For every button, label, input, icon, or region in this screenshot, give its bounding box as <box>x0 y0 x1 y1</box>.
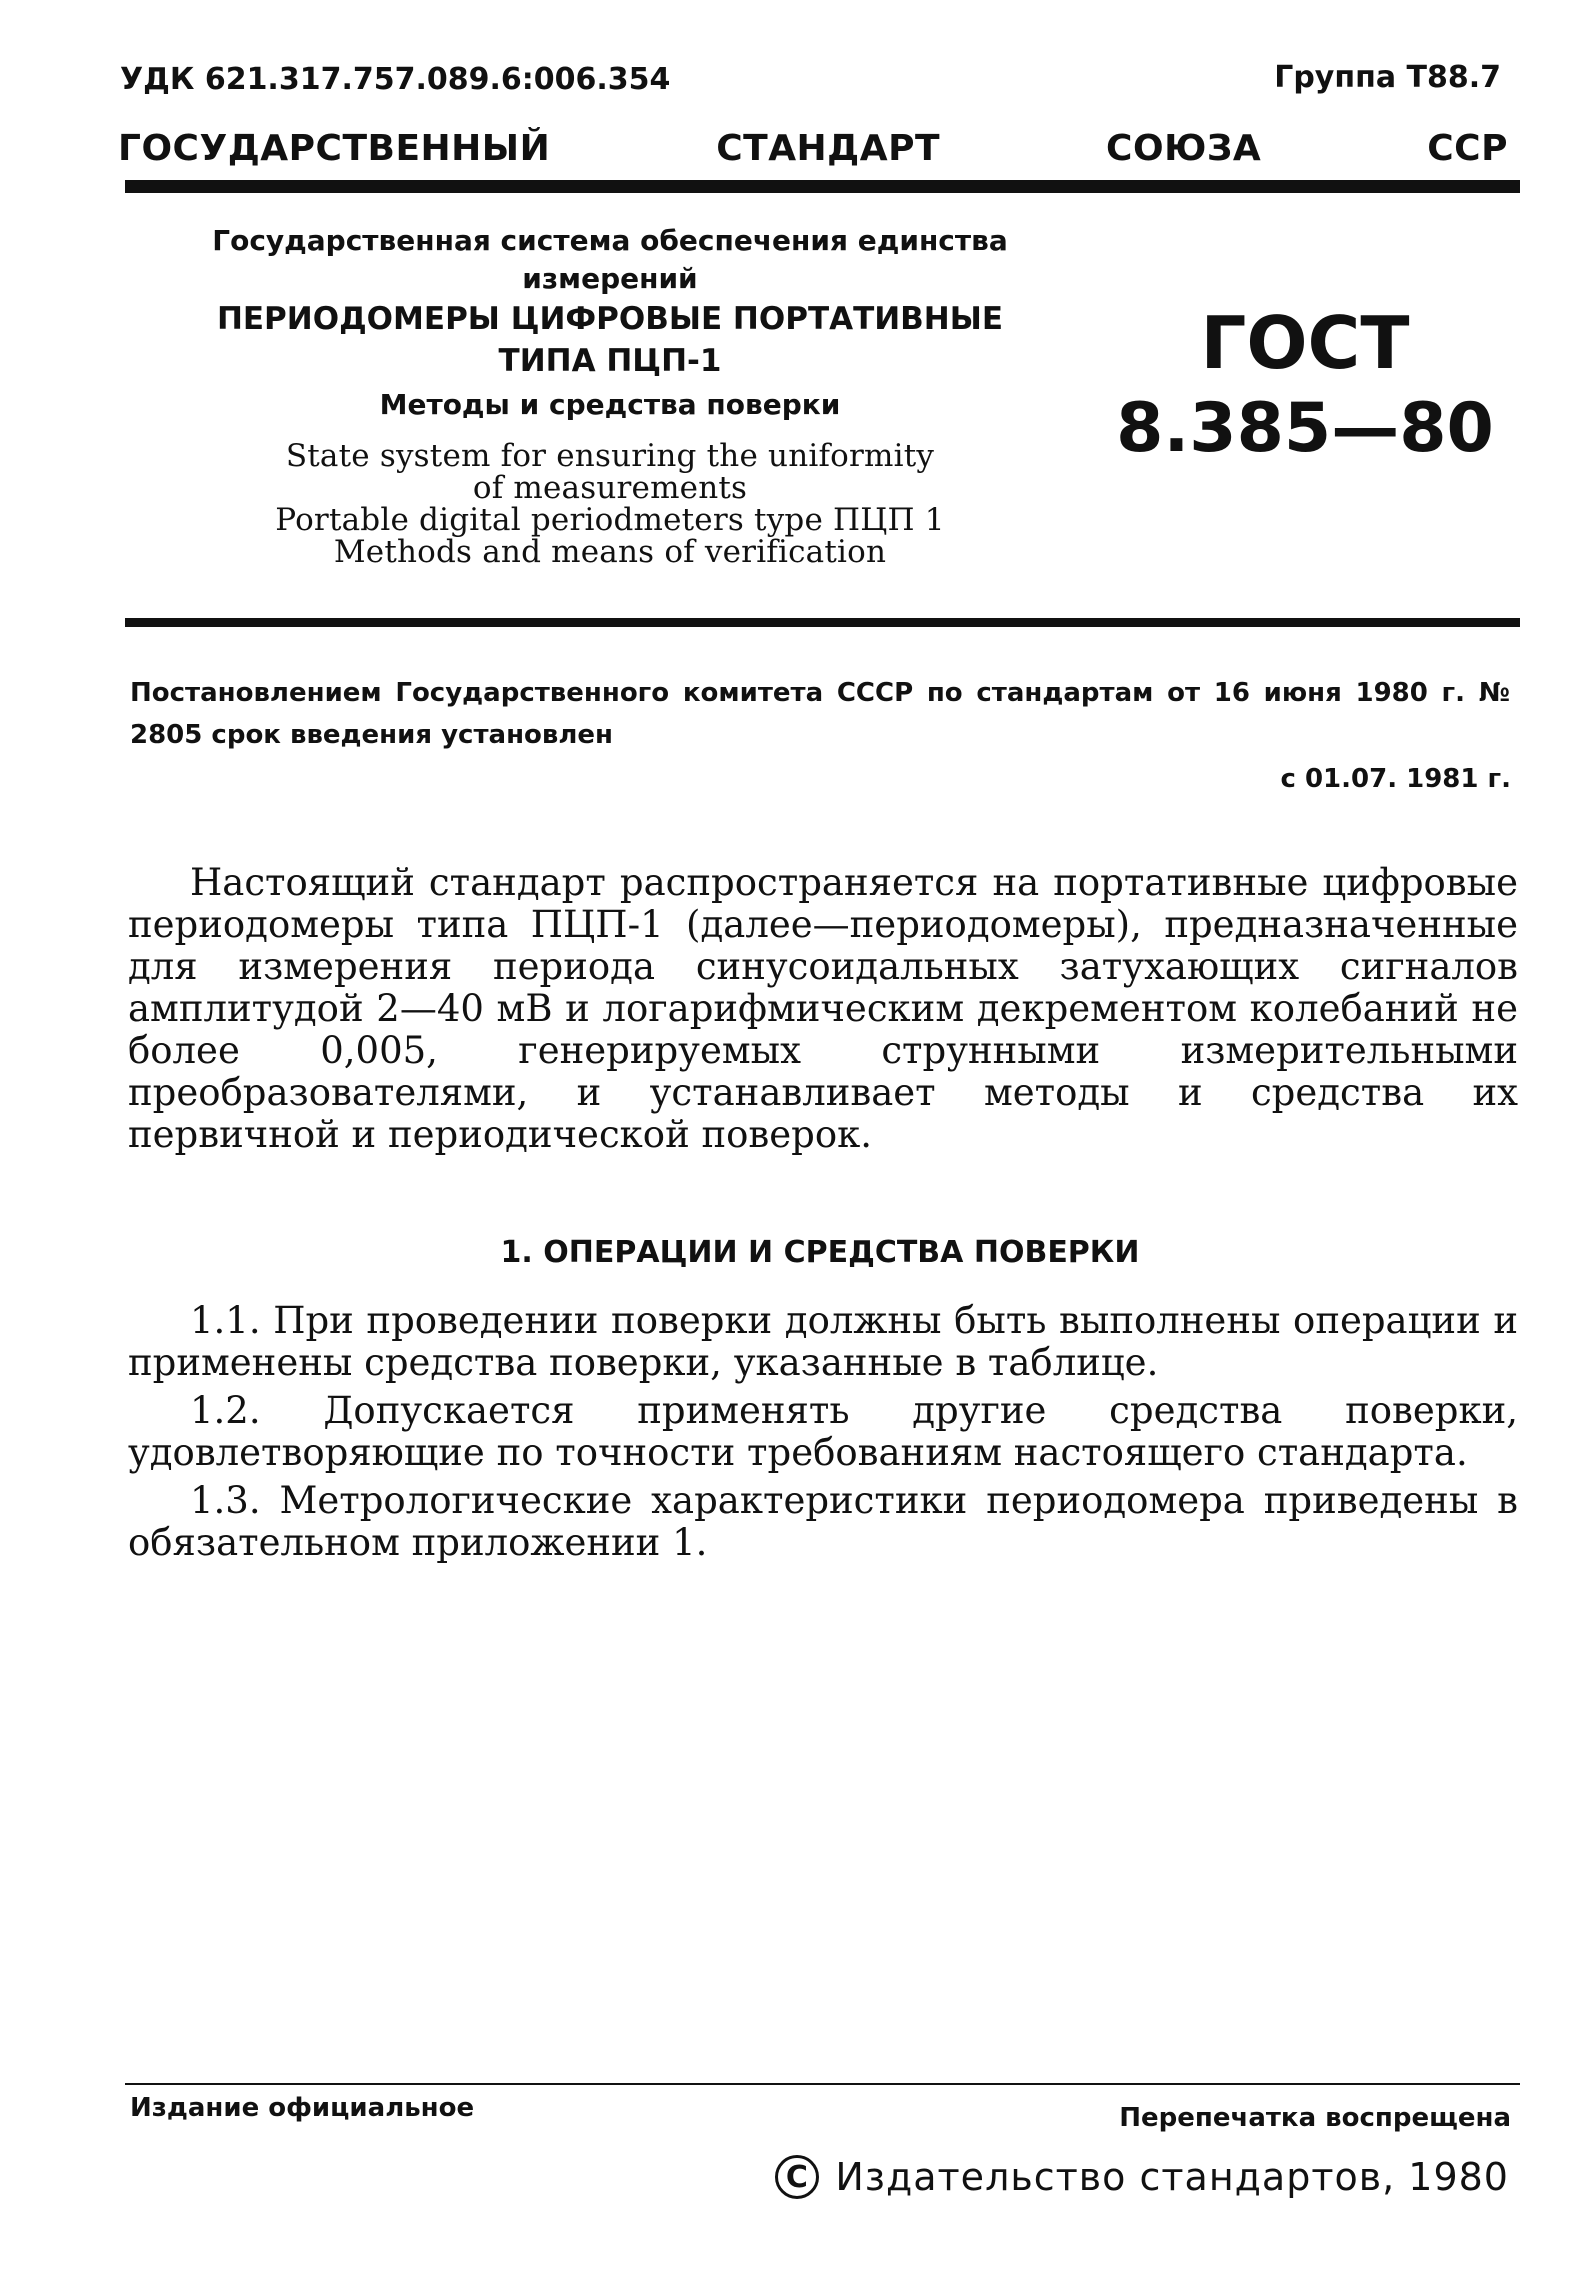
official-edition-label: Издание официальное <box>130 2093 475 2123</box>
system-line-2: измерений <box>522 262 698 295</box>
decree-date: с 01.07. 1981 г. <box>1280 764 1511 794</box>
paragraph-1-2: 1.2. Допускается применять другие средства поверки, удовлетворяющие по точности требованиям настоящего стандарта. <box>128 1389 1518 1474</box>
reprint-prohibited-label: Перепечатка воспрещена <box>1119 2103 1511 2133</box>
methods-title: Методы и средства поверки <box>379 388 841 421</box>
copyright-line <box>775 2155 1509 2199</box>
system-line-1: Государственная система обеспечения единства <box>212 224 1008 257</box>
english-title-line-4: Methods and means of verification <box>333 534 887 570</box>
copyright-icon: C <box>775 2155 819 2199</box>
publisher-label: Издательство стандартов, 1980 <box>835 2155 1509 2199</box>
state-standard-title <box>118 128 1508 169</box>
english-title-line-2: of measurements <box>472 470 748 506</box>
paragraph-1-3: 1.3. Метрологические характеристики периодомера приведены в обязательном приложении 1. <box>128 1479 1518 1564</box>
product-title-line-2: ТИПА ПЦП-1 <box>498 343 722 379</box>
footer-divider <box>125 2083 1520 2085</box>
title-divider <box>125 618 1520 627</box>
decree-text: Постановлением Государственного комитета СССР по стандартам от 16 июня 1980 г. № 2805 срок введения установлен <box>130 678 1510 750</box>
top-divider <box>125 180 1520 193</box>
state-title-word: СТАНДАРТ <box>716 128 941 169</box>
gost-designation <box>1080 300 1530 472</box>
state-title-word: ГОСУДАРСТВЕННЫЙ <box>118 128 551 169</box>
udk-code: УДК 621.317.757.089.6:006.354 <box>120 62 671 97</box>
english-title-line-1: State system for ensuring the uniformity <box>285 438 935 474</box>
state-title-word: ССР <box>1427 128 1508 169</box>
intro-paragraph: Настоящий стандарт распространяется на портативные цифровые периодомеры типа ПЦП-1 (далее—периодомеры), предназначенные для измерения периода синусоидальных затухающих сигналов амплитудой 2—40 мВ и логарифмическим декрементом колебаний не более 0,005, генерируемых струнными измерительными преобразователями, и устанавливает методы и средства их первичной и периодической поверок. <box>128 861 1518 1156</box>
english-title-line-3: Portable digital periodmeters type ПЦП 1 <box>275 502 945 538</box>
gost-label: ГОСТ <box>1200 301 1410 385</box>
group-code: Группа Т88.7 <box>1274 60 1501 95</box>
state-title-word: СОЮЗА <box>1106 128 1262 169</box>
title-block <box>170 222 1050 568</box>
paragraph-1-1: 1.1. При проведении поверки должны быть выполнены операции и применены средства поверки, указанные в таблице. <box>128 1299 1518 1384</box>
product-title-line-1: ПЕРИОДОМЕРЫ ЦИФРОВЫЕ ПОРТАТИВНЫЕ <box>216 301 1004 337</box>
gost-number: 8.385—80 <box>1116 389 1494 468</box>
section-1-title: 1. ОПЕРАЦИИ И СРЕДСТВА ПОВЕРКИ <box>500 1235 1140 1270</box>
